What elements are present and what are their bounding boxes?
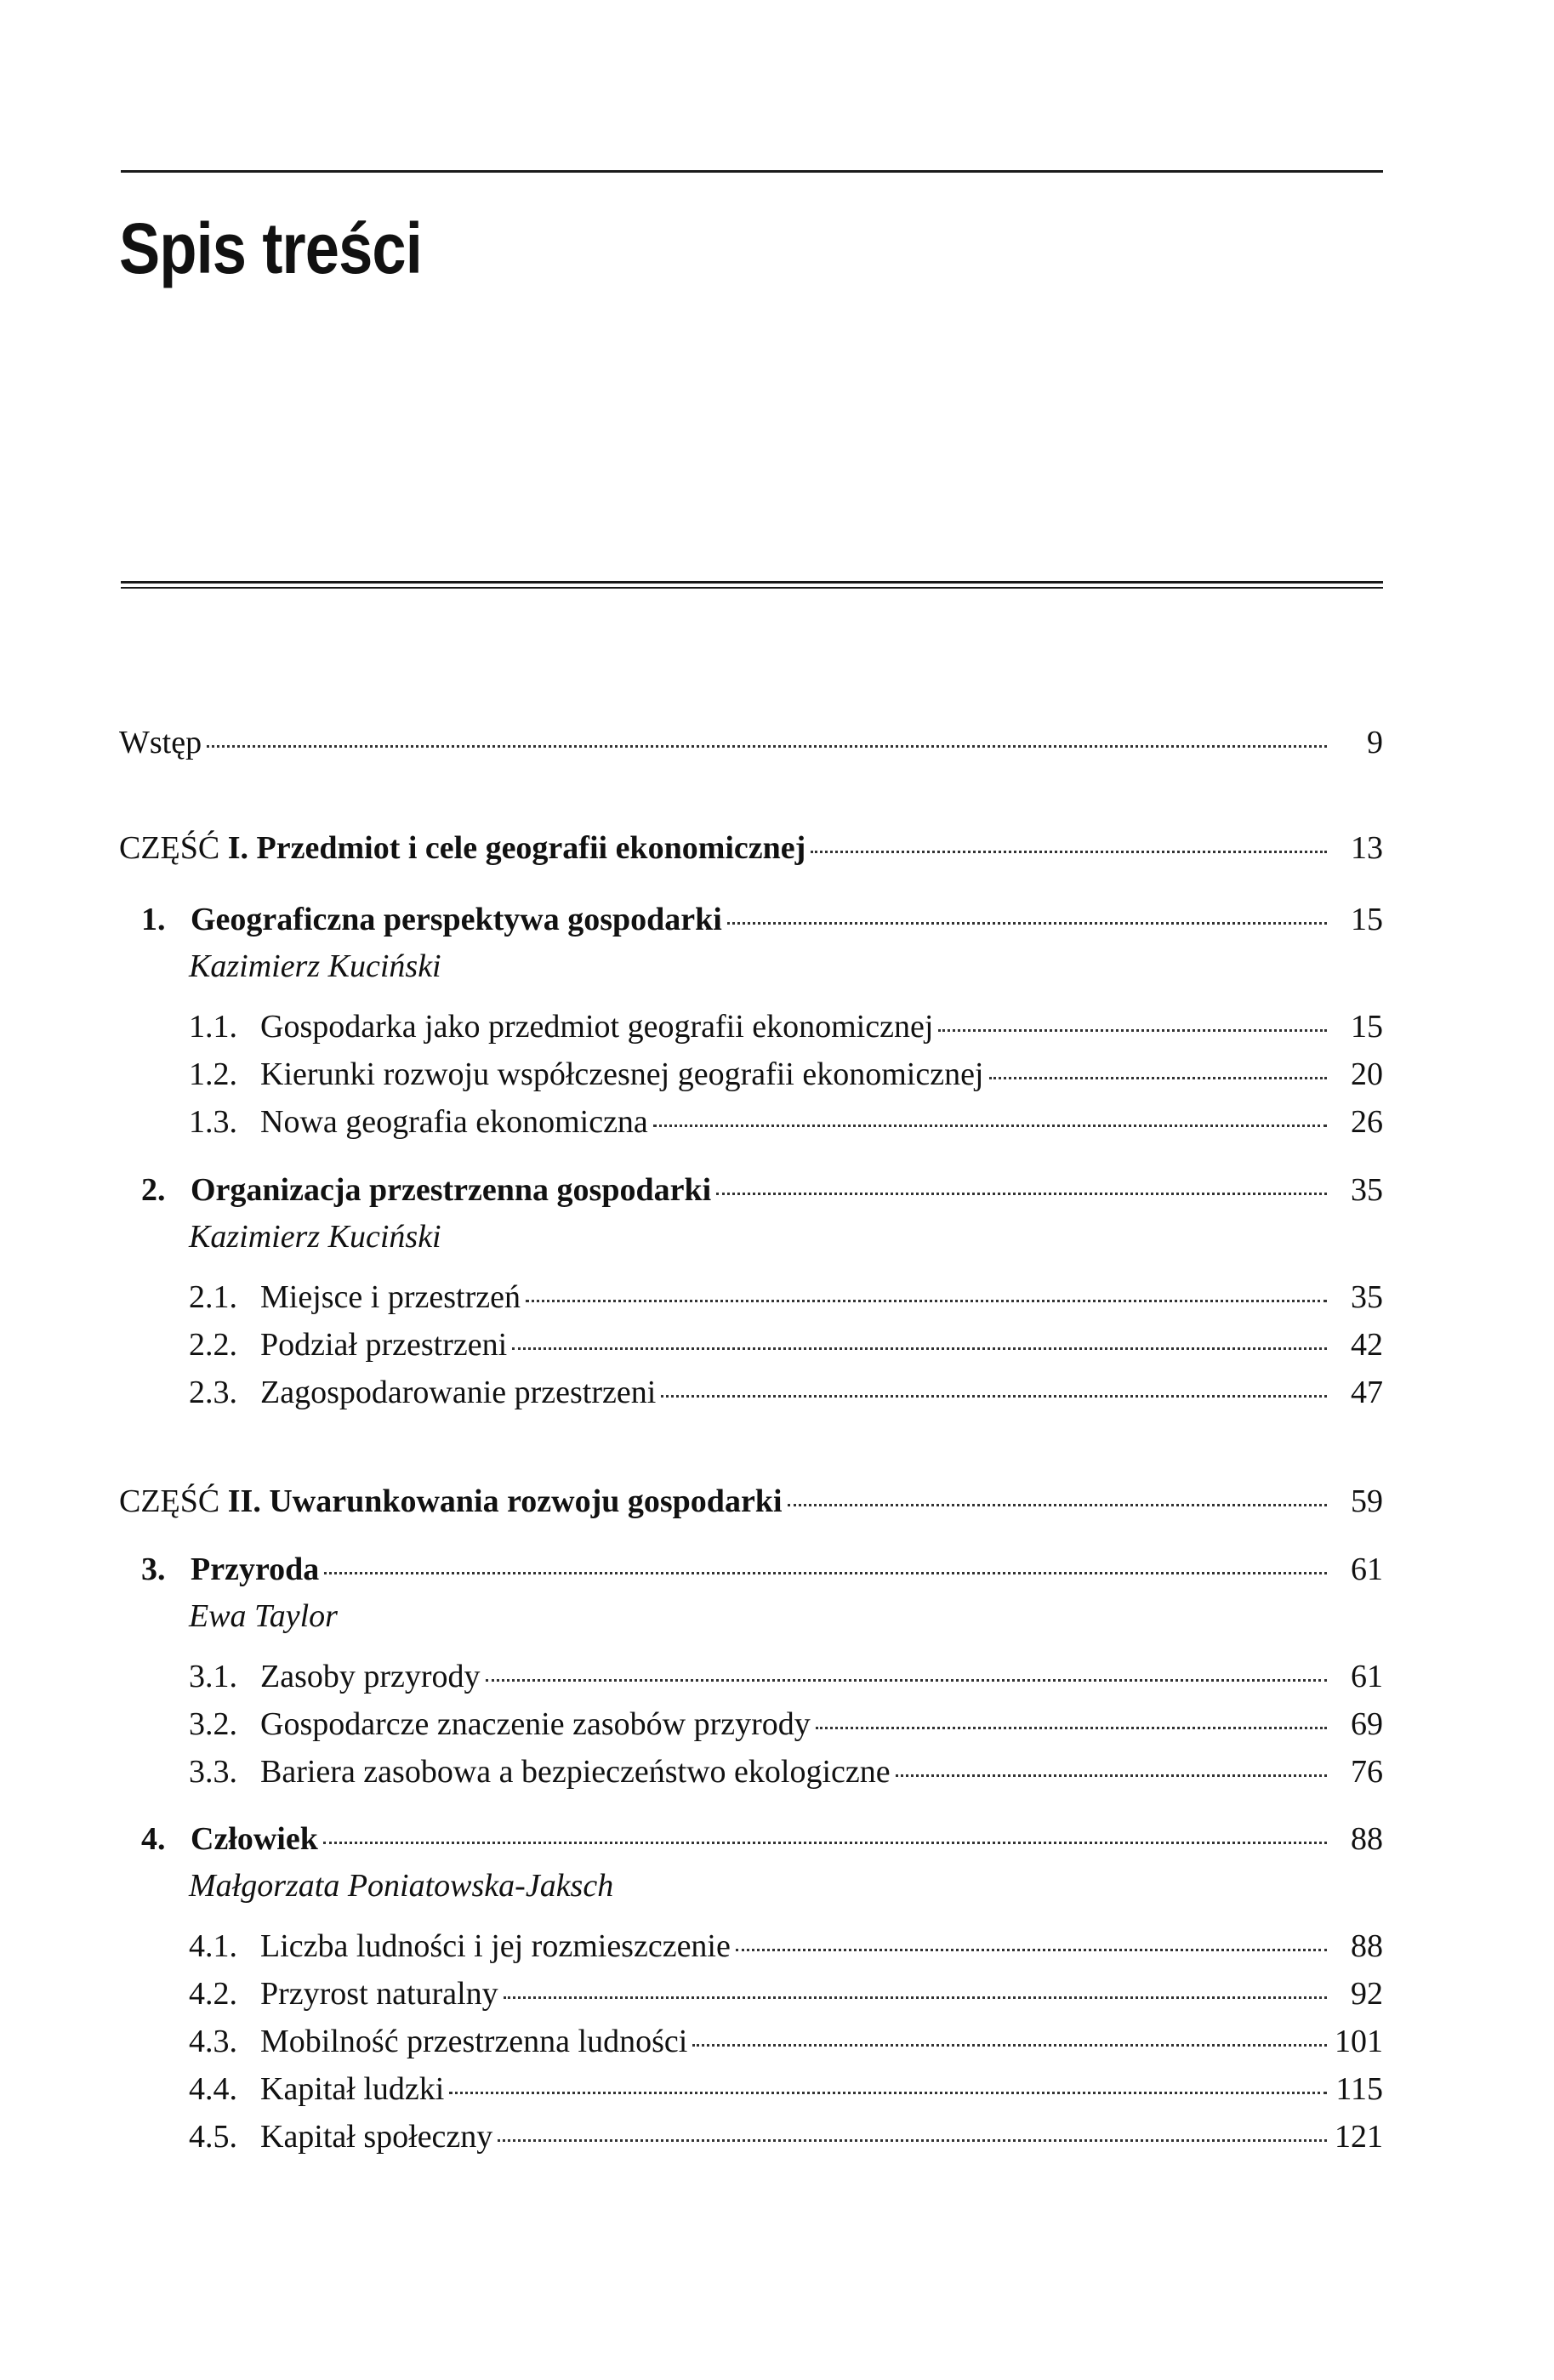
- section-number: 2.2.: [189, 1327, 237, 1363]
- toc-page-number: 76: [1351, 1754, 1383, 1790]
- section-number: 1.1.: [189, 1009, 237, 1045]
- toc-page-number: 47: [1351, 1375, 1383, 1410]
- toc-page-number: 88: [1351, 1928, 1383, 1964]
- chapter-author: Ewa Taylor: [189, 1598, 338, 1634]
- dot-leader: [207, 745, 1327, 748]
- toc-chapter-2: [141, 1172, 1383, 1210]
- toc-part-title: [119, 1483, 783, 1521]
- section-number: 1.2.: [189, 1056, 237, 1092]
- section-title: Kapitał społeczny: [260, 2119, 493, 2155]
- dot-leader: [324, 1572, 1327, 1574]
- section-number: 4.3.: [189, 2024, 237, 2059]
- toc-section-4-2: [189, 1976, 1383, 2013]
- section-number: 3.2.: [189, 1706, 237, 1742]
- part-prefix: CZĘŚĆ: [119, 830, 220, 866]
- toc-page-number: 61: [1351, 1659, 1383, 1694]
- dot-leader: [512, 1347, 1327, 1350]
- dot-leader: [816, 1727, 1327, 1729]
- toc-page-number: 88: [1351, 1821, 1383, 1857]
- section-number: 4.1.: [189, 1928, 237, 1964]
- section-title: Nowa geografia ekonomiczna: [260, 1104, 648, 1140]
- toc-chapter-4: [141, 1821, 1383, 1859]
- toc-page-number: 59: [1351, 1483, 1383, 1519]
- dot-leader: [323, 1842, 1327, 1844]
- section-number: 2.3.: [189, 1375, 237, 1410]
- dot-leader: [661, 1395, 1327, 1398]
- dot-leader: [486, 1679, 1327, 1682]
- dot-leader: [736, 1949, 1327, 1951]
- chapter-author: Kazimierz Kuciński: [189, 1219, 441, 1255]
- toc-page-number: 15: [1351, 902, 1383, 937]
- section-title: Gospodarcze znaczenie zasobów przyrody: [260, 1706, 811, 1742]
- toc-page-number: 61: [1351, 1552, 1383, 1587]
- dot-leader: [727, 922, 1327, 925]
- section-title: Zagospodarowanie przestrzeni: [260, 1375, 657, 1410]
- top-rule: [121, 170, 1383, 173]
- chapter-number: 2.: [141, 1172, 166, 1208]
- dot-leader: [504, 1996, 1327, 1999]
- part-prefix: CZĘŚĆ: [119, 1483, 220, 1519]
- toc-page-number: 69: [1351, 1706, 1383, 1742]
- section-number: 4.2.: [189, 1976, 237, 2012]
- part-title: I. Przedmiot i cele geografii ekonomicznej: [227, 830, 806, 866]
- chapter-number: 3.: [141, 1552, 166, 1587]
- chapter-title: Geograficzna perspektywa gospodarki: [191, 902, 722, 937]
- section-number: 4.5.: [189, 2119, 237, 2155]
- toc-section-2-2: [189, 1327, 1383, 1364]
- toc-page-number: 42: [1351, 1327, 1383, 1363]
- chapter-number: 1.: [141, 902, 166, 937]
- toc-section-4-4: [189, 2071, 1383, 2109]
- toc-part-1: [119, 830, 1383, 868]
- dot-leader: [788, 1504, 1327, 1506]
- section-title: Kierunki rozwoju współczesnej geografii ekonomicznej: [260, 1056, 984, 1092]
- toc-page-number: 20: [1351, 1056, 1383, 1092]
- toc-page-number: 13: [1351, 830, 1383, 866]
- section-title: Przyrost naturalny: [260, 1976, 498, 2012]
- toc-page-number: 92: [1351, 1976, 1383, 2012]
- section-title: Podział przestrzeni: [260, 1327, 508, 1363]
- dot-leader: [989, 1077, 1328, 1079]
- section-number: 3.1.: [189, 1659, 237, 1694]
- chapter-title: Organizacja przestrzenna gospodarki: [191, 1172, 712, 1208]
- chapter-title: Człowiek: [191, 1821, 318, 1857]
- toc-section-1-2: [189, 1056, 1383, 1094]
- dot-leader: [526, 1300, 1327, 1302]
- section-title: Liczba ludności i jej rozmieszczenie: [260, 1928, 731, 1964]
- dot-leader: [653, 1125, 1327, 1127]
- toc-page-number: 115: [1335, 2071, 1383, 2107]
- dot-leader: [811, 851, 1327, 853]
- section-number: 3.3.: [189, 1754, 237, 1790]
- dot-leader: [938, 1029, 1327, 1032]
- toc-section-3-2: [189, 1706, 1383, 1744]
- toc-page-number: 101: [1335, 2024, 1383, 2059]
- toc-section-1-1: [189, 1009, 1383, 1046]
- toc-chapter-3: [141, 1552, 1383, 1589]
- toc-section-4-5: [189, 2119, 1383, 2156]
- section-number: 2.1.: [189, 1279, 237, 1315]
- double-rule: [121, 581, 1383, 589]
- toc-section-4-3: [189, 2024, 1383, 2061]
- section-number: 1.3.: [189, 1104, 237, 1140]
- toc-entry-intro: [119, 725, 1383, 762]
- section-title: Mobilność przestrzenna ludności: [260, 2024, 688, 2059]
- toc-section-4-1: [189, 1928, 1383, 1966]
- toc-page-number: 15: [1351, 1009, 1383, 1045]
- section-number: 4.4.: [189, 2071, 237, 2107]
- toc-entry-title: Wstęp: [119, 725, 202, 760]
- chapter-title: Przyroda: [191, 1552, 320, 1587]
- toc-section-2-3: [189, 1375, 1383, 1412]
- dot-leader: [498, 2139, 1327, 2142]
- chapter-number: 4.: [141, 1821, 166, 1857]
- toc-page-number: 121: [1335, 2119, 1383, 2155]
- chapter-author: Kazimierz Kuciński: [189, 948, 441, 984]
- toc-page-number: 26: [1351, 1104, 1383, 1140]
- dot-leader: [449, 2092, 1327, 2094]
- chapter-author: Małgorzata Poniatowska-Jaksch: [189, 1868, 614, 1904]
- dot-leader: [896, 1774, 1327, 1777]
- toc-chapter-1: [141, 902, 1383, 939]
- part-title: II. Uwarunkowania rozwoju gospodarki: [227, 1483, 783, 1519]
- toc-section-3-1: [189, 1659, 1383, 1696]
- dot-leader: [692, 2044, 1327, 2047]
- toc-page-number: 35: [1351, 1279, 1383, 1315]
- toc-page-number: 9: [1367, 725, 1383, 760]
- toc-page-number: 35: [1351, 1172, 1383, 1208]
- toc-section-1-3: [189, 1104, 1383, 1142]
- section-title: Bariera zasobowa a bezpieczeństwo ekologiczne: [260, 1754, 891, 1790]
- section-title: Kapitał ludzki: [260, 2071, 445, 2107]
- dot-leader: [716, 1193, 1327, 1195]
- section-title: Zasoby przyrody: [260, 1659, 481, 1694]
- toc-part-title: [119, 830, 805, 868]
- toc-part-2: [119, 1483, 1383, 1521]
- section-title: Miejsce i przestrzeń: [260, 1279, 521, 1315]
- section-title: Gospodarka jako przedmiot geografii ekonomicznej: [260, 1009, 934, 1045]
- page-title: Spis treści: [119, 208, 422, 288]
- toc-section-3-3: [189, 1754, 1383, 1791]
- toc-section-2-1: [189, 1279, 1383, 1317]
